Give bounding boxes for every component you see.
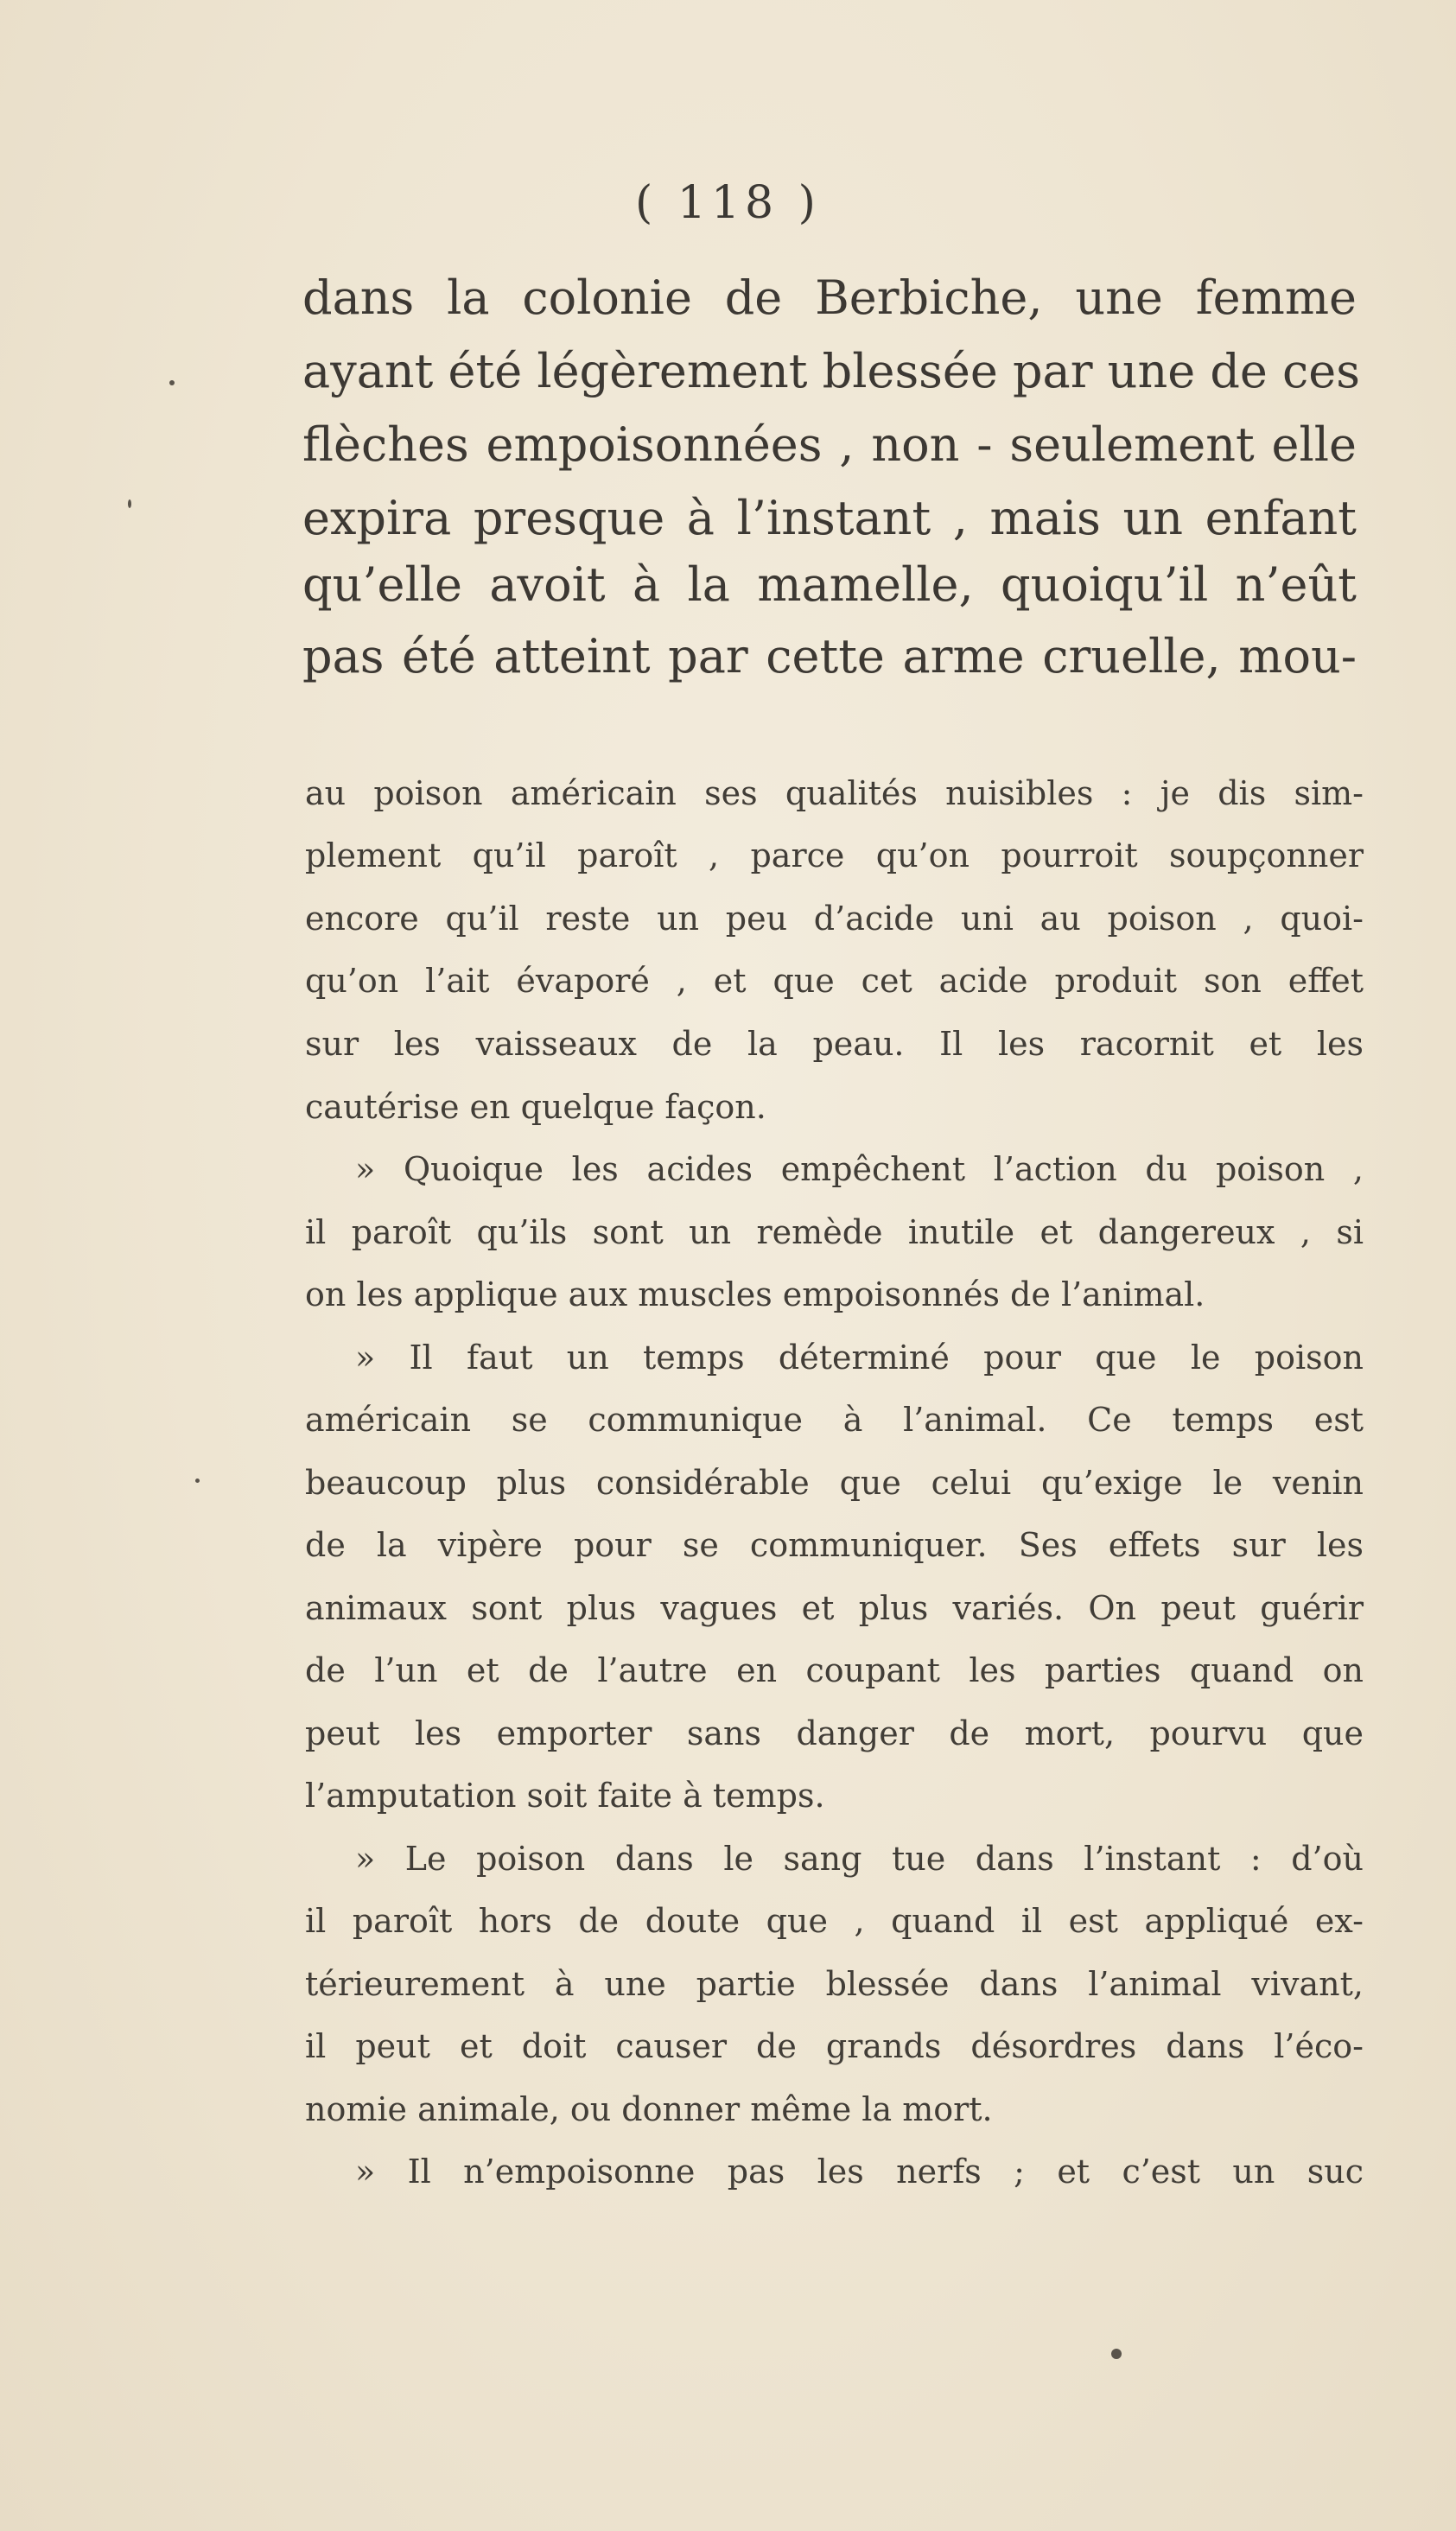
page-number: ( 118 ) — [635, 177, 821, 229]
footnote-line: on les applique aux muscles empoisonnés de l’animal. — [305, 1275, 1205, 1313]
footnote-line: l’amputation soit faite à temps. — [305, 1777, 825, 1815]
footnote-line: peut les emporter sans danger de mort, pourvu que — [305, 1714, 1364, 1752]
footnote-line: » Il n’empoisonne pas les nerfs ; et c’est un suc — [355, 2153, 1364, 2191]
footnote-line: de la vipère pour se communiquer. Ses effets sur les — [305, 1526, 1364, 1564]
main-text-line: pas été atteint par cette arme cruelle, mou- — [302, 629, 1357, 684]
ink-speck — [195, 1479, 200, 1483]
footnote-line: » Le poison dans le sang tue dans l’instant : d’où — [355, 1840, 1364, 1878]
footnote-line: cautérise en quelque façon. — [305, 1088, 766, 1126]
footnote-line: encore qu’il reste un peu d’acide uni au poison , quoi- — [305, 900, 1364, 938]
footnote-line: animaux sont plus vagues et plus variés. On peut guérir — [305, 1589, 1364, 1627]
footnote-line: sur les vaisseaux de la peau. Il les racornit et les — [305, 1025, 1364, 1063]
footnote-line: américain se communique à l’animal. Ce temps est — [305, 1401, 1364, 1439]
footnote-line: plement qu’il paroît , parce qu’on pourroit soupçonner — [305, 836, 1364, 874]
footnote-line: au poison américain ses qualités nuisibles : je dis sim- — [305, 774, 1364, 812]
main-text-line: expira presque à l’instant , mais un enfant — [302, 491, 1357, 545]
footnote-line: » Quoique les acides empêchent l’action du poison , — [355, 1150, 1364, 1188]
footnote-line: il paroît hors de doute que , quand il est appliqué ex- — [305, 1902, 1364, 1940]
main-text-line: qu’elle avoit à la mamelle, quoiqu’il n’eût — [302, 557, 1357, 612]
footnote-line: nomie animale, ou donner même la mort. — [305, 2090, 993, 2128]
footnote-line: beaucoup plus considérable que celui qu’exige le venin — [305, 1464, 1364, 1502]
main-text-line: flèches empoisonnées , non - seulement elle — [302, 417, 1357, 472]
footnote-line: » Il faut un temps déterminé pour que le poison — [355, 1339, 1364, 1377]
footnote-line: térieurement à une partie blessée dans l’animal vivant, — [305, 1965, 1364, 2003]
footnote-line: qu’on l’ait évaporé , et que cet acide produit son effet — [305, 962, 1364, 1000]
ink-speck — [169, 380, 175, 385]
ink-speck — [128, 499, 131, 508]
footnote-line: il peut et doit causer de grands désordres dans l’éco- — [305, 2027, 1364, 2065]
main-text-line: ayant été légèrement blessée par une de ces — [302, 344, 1360, 398]
ink-speck — [1111, 2349, 1122, 2359]
main-text-line: dans la colonie de Berbiche, une femme — [302, 270, 1357, 325]
footnote-line: de l’un et de l’autre en coupant les parties quand on — [305, 1651, 1364, 1689]
footnote-line: il paroît qu’ils sont un remède inutile et dangereux , si — [305, 1213, 1364, 1251]
